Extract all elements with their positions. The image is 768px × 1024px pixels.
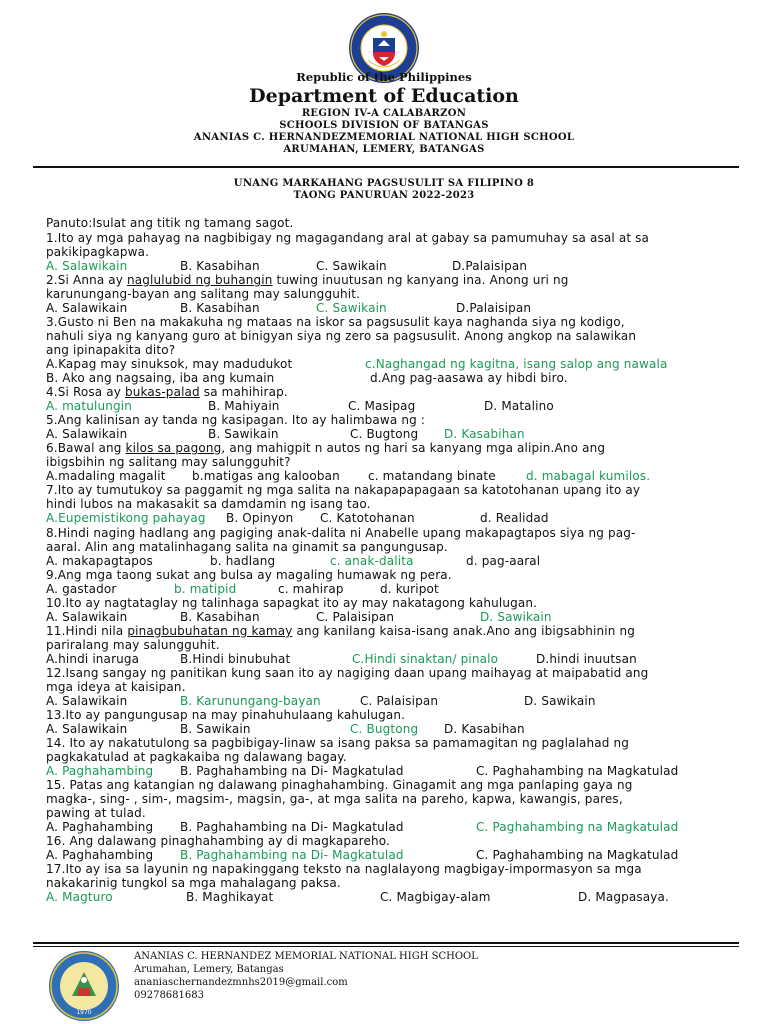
q11-stem-2: pariralang may salungguhit.: [46, 638, 220, 652]
q13-option-a: A. Salawikain: [46, 722, 128, 736]
q13-option-c: C. Bugtong: [350, 722, 419, 736]
q10-option-c: C. Palaisipan: [316, 610, 395, 624]
school-year: TAONG PANURUAN 2022-2023: [293, 190, 475, 201]
q5-option-c: C. Bugtong: [350, 427, 419, 441]
q6-option-a: A.madaling magalit: [46, 469, 166, 483]
q15-option-c: C. Paghahambing na Magkatulad: [476, 820, 679, 834]
q16-option-b: B. Paghahambing na Di- Magkatulad: [180, 848, 404, 862]
q11-stem-1: 11.Hindi nila pinagbubuhatan ng kamay ang kanilang kaisa-isang anak.Ano ang ibigsabhinin ng: [46, 624, 635, 638]
q4-option-a: A. matulungin: [46, 399, 133, 413]
q4-stem-1: 4.Si Rosa ay bukas-palad sa mahihirap.: [46, 385, 288, 399]
q11-option-a: A.hindi inaruga: [46, 652, 140, 666]
q17-stem-2: nakakarinig tungkol sa mga mahalagang paksa.: [46, 876, 341, 890]
q9-option-b: b. matipid: [174, 582, 237, 596]
q14-option-b: B. Paghahambing na Di- Magkatulad: [180, 764, 404, 778]
q11-option-c: C.Hindi sinaktan/ pinalo: [352, 652, 499, 666]
q17-option-a: A. Magturo: [46, 890, 113, 904]
instructions: Panuto:Isulat ang titik ng tamang sagot.: [46, 216, 294, 230]
q7-stem-2: hindi lubos na makasakit sa damdamin ng isang tao.: [46, 497, 371, 511]
q8-option-d: d. pag-aaral: [466, 554, 541, 568]
footer-address: Arumahan, Lemery, Batangas: [134, 964, 284, 975]
q4-option-d: D. Matalino: [484, 399, 554, 413]
q13-option-d: D. Kasabihan: [444, 722, 525, 736]
q6-option-d: d. mabagal kumilos.: [526, 469, 651, 483]
q8-option-c: c. anak-dalita: [330, 554, 414, 568]
address-line: ARUMAHAN, LEMERY, BATANGAS: [283, 144, 485, 155]
q12-option-c: C. Palaisipan: [360, 694, 439, 708]
q6-stem-2: ibigsbihin ng salitang may salungguhit?: [46, 455, 291, 469]
q2-option-c: C. Sawikain: [316, 301, 387, 315]
q7-option-a: A.Eupemistikong pahayag: [46, 511, 206, 525]
q14-stem-2: pagkakatulad at pagkakaiba ng dalawang bagay.: [46, 750, 347, 764]
q15-stem-1: 15. Patas ang katangian ng dalawang pinaghahambing. Ginagamit ang mga panlaping gaya ng: [46, 778, 633, 792]
q14-stem-1: 14. Ito ay nakatutulong sa pagbibigay-linaw sa isang paksa sa pamamagitan ng paglalahad ng: [46, 736, 630, 750]
q3-stem-3: ang ipinapakita dito?: [46, 343, 176, 357]
q4-underlined: bukas-palad: [125, 385, 200, 399]
q2-stem-2: karunungang-bayan ang salitang may salungguhit.: [46, 287, 361, 301]
republic-line: Republic of the Philippines: [296, 70, 472, 84]
department-title: Department of Education: [249, 85, 519, 107]
q15-option-b: B. Paghahambing na Di- Magkatulad: [180, 820, 404, 834]
q4-option-b: B. Mahiyain: [208, 399, 280, 413]
q6-option-b: b.matigas ang kalooban: [192, 469, 340, 483]
q15-stem-2: magka-, sing- , sim-, magsim-, magsin, ga-, at mga salita na pareho, kapwa, kawangis, pares,: [46, 792, 623, 806]
q3-stem-1: 3.Gusto ni Ben na makakuha ng mataas na iskor sa pagsusulit kaya naghanda siya ng kodigo,: [46, 315, 625, 329]
q17-option-d: D. Magpasaya.: [578, 890, 669, 904]
q1-option-a: A. Salawikain: [46, 259, 128, 273]
header-rule: [33, 166, 739, 168]
footer-school: ANANIAS C. HERNANDEZ MEMORIAL NATIONAL HIGH SCHOOL: [134, 951, 478, 962]
q12-stem-1: 12.Isang sangay ng panitikan kung saan ito ay nagiging daan upang maihayag at maipabatid ang: [46, 666, 649, 680]
q6-stem-1: 6.Bawal ang kilos sa pagong, ang mahigpit n autos ng hari sa kanyang mga alipin.Ano ang: [46, 441, 606, 455]
q9-option-a: A. gastador: [46, 582, 117, 596]
q5-option-a: A. Salawikain: [46, 427, 128, 441]
q10-option-b: B. Kasabihan: [180, 610, 260, 624]
school-logo-year: 1970: [76, 1009, 92, 1016]
q2-option-d: D.Palaisipan: [456, 301, 532, 315]
q3-stem-2: nahuli siya ng kanyang guro at binigyan siya ng zero sa pagsusulit. Anong angkop na salawikan: [46, 329, 637, 343]
q8-option-a: A. makapagtapos: [46, 554, 153, 568]
q5-option-b: B. Sawikain: [208, 427, 279, 441]
school-logo: [48, 950, 120, 1022]
footer-email[interactable]: ananiaschernandezmnhs2019@gmail.com: [134, 977, 348, 988]
q15-option-a: A. Paghahambing: [46, 820, 154, 834]
q13-option-b: B. Sawikain: [180, 722, 251, 736]
q9-option-d: d. kuripot: [380, 582, 439, 596]
q1-option-c: C. Sawikain: [316, 259, 387, 273]
q16-option-a: A. Paghahambing: [46, 848, 154, 862]
q17-option-b: B. Maghikayat: [186, 890, 274, 904]
school-line: ANANIAS C. HERNANDEZMEMORIAL NATIONAL HIGH SCHOOL: [193, 132, 575, 143]
q6-underlined: kilos sa pagong: [125, 441, 222, 455]
q8-option-b: b. hadlang: [210, 554, 276, 568]
q7-option-b: B. Opinyon: [226, 511, 294, 525]
q12-option-d: D. Sawikain: [524, 694, 596, 708]
q17-option-c: C. Magbigay-alam: [380, 890, 491, 904]
q12-option-b: B. Karunungang-bayan: [180, 694, 321, 708]
q7-option-c: C. Katotohanan: [320, 511, 415, 525]
exam-title: UNANG MARKAHANG PAGSUSULIT SA FILIPINO 8: [233, 178, 535, 189]
q2-option-a: A. Salawikain: [46, 301, 128, 315]
footer-rule-thin: [33, 946, 739, 947]
q2-underlined: naglulubid ng buhangin: [127, 273, 273, 287]
q1-option-d: D.Palaisipan: [452, 259, 528, 273]
region-line: REGION IV-A CALABARZON: [301, 108, 467, 119]
q1-option-b: B. Kasabihan: [180, 259, 260, 273]
q12-option-a: A. Salawikain: [46, 694, 128, 708]
q13-stem-1: 13.Ito ay pangungusap na may pinahuhulaang kahulugan.: [46, 708, 406, 722]
q2-option-b: B. Kasabihan: [180, 301, 260, 315]
q1-stem-2: pakikipagkapwa.: [46, 245, 150, 259]
footer-phone: 09278681683: [134, 990, 204, 1001]
q6-option-c: c. matandang binate: [368, 469, 496, 483]
q14-option-c: C. Paghahambing na Magkatulad: [476, 764, 679, 778]
q4-option-c: C. Masipag: [348, 399, 416, 413]
q10-option-d: D. Sawikain: [480, 610, 552, 624]
q10-stem-1: 10.Ito ay nagtataglay ng talinhaga sapagkat ito ay may nakatagong kahulugan.: [46, 596, 538, 610]
q7-option-d: d. Realidad: [480, 511, 549, 525]
q1-stem-1: 1.Ito ay mga pahayag na nagbibigay ng magagandang aral at gabay sa pamumuhay sa asal at sa: [46, 231, 650, 245]
q8-stem-2: aaral. Alin ang matalinhagang salita na ginamit sa pangungusap.: [46, 540, 448, 554]
q17-stem-1: 17.Ito ay isa sa layunin ng napakinggang teksto na naglalayong magbigay-impormasyon sa mga: [46, 862, 642, 876]
q8-stem-1: 8.Hindi naging hadlang ang pagiging anak-dalita ni Anabelle upang makapagtapos siya ng pag-: [46, 526, 636, 540]
footer-rule: [33, 942, 739, 944]
q11-underlined: pinagbubuhatan ng kamay: [127, 624, 293, 638]
q9-option-c: c. mahirap: [278, 582, 344, 596]
q11-option-b: B.Hindi binubuhat: [180, 652, 291, 666]
q12-stem-2: mga ideya at kaisipan.: [46, 680, 186, 694]
q7-stem-1: 7.Ito ay tumutukoy sa paggamit ng mga salita na nakapapapagaan sa katotohanan upang ito ay: [46, 483, 641, 497]
q14-option-a: A. Paghahambing: [46, 764, 154, 778]
q3-option-d: d.Ang pag-aasawa ay hibdi biro.: [370, 371, 568, 385]
q3-option-a: A.Kapag may sinuksok, may madudukot: [46, 357, 293, 371]
q16-option-c: C. Paghahambing na Magkatulad: [476, 848, 679, 862]
q9-stem-1: 9.Ang mga taong sukat ang bulsa ay magaling humawak ng pera.: [46, 568, 452, 582]
q3-option-c: c.Naghangad ng kagitna, isang salop ang nawala: [365, 357, 668, 371]
q5-option-d: D. Kasabihan: [444, 427, 525, 441]
q5-stem-1: 5.Ang kalinisan ay tanda ng kasipagan. Ito ay halimbawa ng :: [46, 413, 426, 427]
q2-stem-1: 2.Si Anna ay naglulubid ng buhangin tuwing inuutusan ng kanyang ina. Anong uri ng: [46, 273, 569, 287]
q11-option-d: D.hindi inuutsan: [536, 652, 637, 666]
q10-option-a: A. Salawikain: [46, 610, 128, 624]
q16-stem-1: 16. Ang dalawang pinaghahambing ay di magkapareho.: [46, 834, 390, 848]
q3-option-b: B. Ako ang nagsaing, iba ang kumain: [46, 371, 275, 385]
q15-stem-3: pawing at tulad.: [46, 806, 146, 820]
division-line: SCHOOLS DIVISION OF BATANGAS: [279, 120, 489, 131]
